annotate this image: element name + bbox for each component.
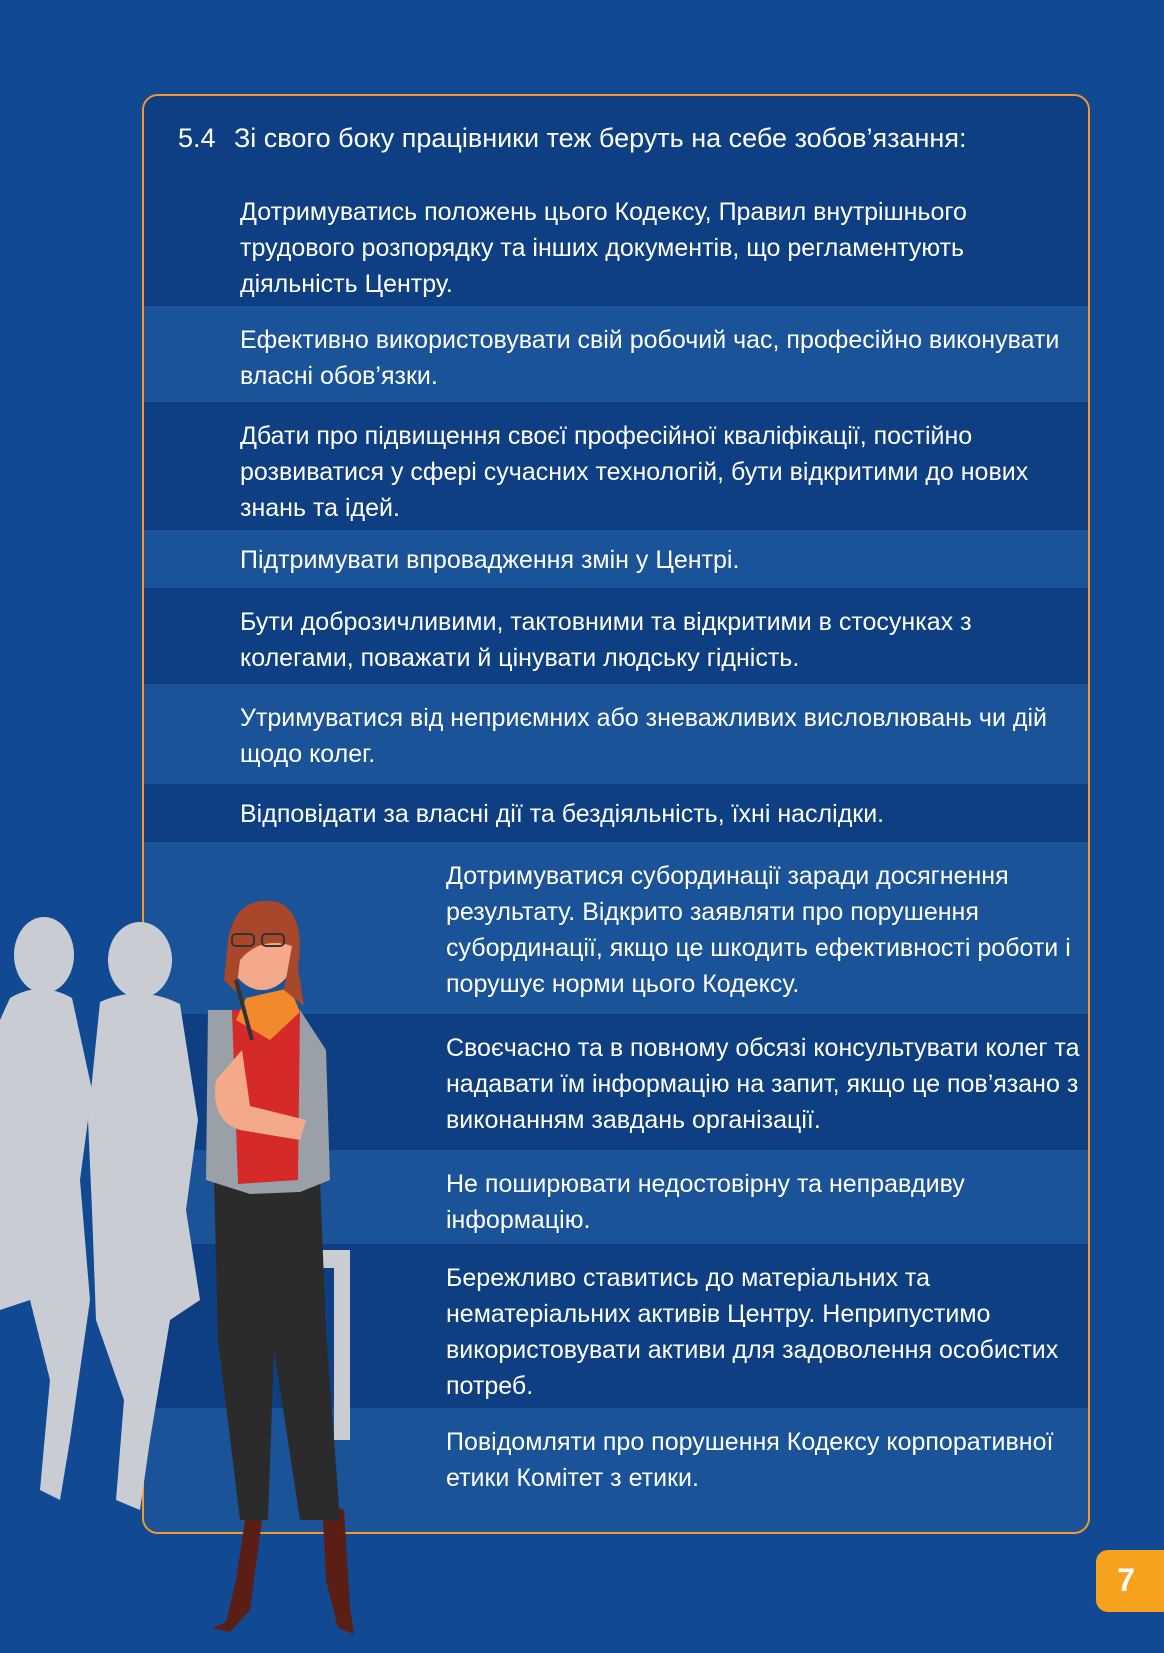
list-item-text: Бережливо ставитись до матеріальних та нематеріальних активів Центру. Неприпустимо використовувати активи для задоволення особистих потреб. [446,1264,1059,1400]
list-item-text: Ефективно використовувати свій робочий час, професійно виконувати власні обов’язки. [240,326,1060,390]
list-item [144,178,1088,306]
list-item [144,784,1088,842]
section-header [144,96,1088,178]
list-item [144,588,1088,684]
list-item-text: Своєчасно та в повному обсязі консультувати колег та надавати їм інформацію на запит, якщо це пов’язано з виконанням завдань організації. [446,1034,1080,1134]
section-number: 5.4 [178,123,216,153]
list-item [144,402,1088,530]
section-title: Зі свого боку працівники теж беруть на себе зобов’язання: [234,123,967,153]
list-item-text: Дотримуватися субординації заради досягнення результату. Відкрито заявляти про порушення субординації, якщо це шкодить ефективності роботи і порушує норми цього Кодексу. [446,862,1071,998]
list-item-text: Повідомляти про порушення Кодексу корпоративної етики Комітет з етики. [446,1428,1054,1492]
list-item-text: Підтримувати впровадження змін у Центрі. [240,546,740,574]
list-item-text: Не поширювати недостовірну та неправдиву інформацію. [446,1170,965,1234]
list-item [144,306,1088,402]
page-number: 7 [1117,1562,1135,1598]
people-illustration [0,880,400,1653]
list-item-text: Утримуватися від неприємних або зневажливих висловлювань чи дій щодо колег. [240,704,1047,768]
list-item-text: Дотримуватись положень цього Кодексу, Правил внутрішнього трудового розпорядку та інших документів, що регламентують діяльність Центру. [240,198,967,298]
list-item [144,684,1088,784]
list-item-text: Бути доброзичливими, тактовними та відкритими в стосунках з колегами, поважати й цінувати людську гідність. [240,608,972,672]
list-item-text: Дбати про підвищення своєї професійної кваліфікації, постійно розвиватися у сфері сучасних технологій, бути відкритими до нових знань та ідей. [240,422,1029,522]
page-number-badge [1096,1550,1164,1612]
list-item-text: Відповідати за власні дії та бездіяльність, їхні наслідки. [240,800,885,828]
list-item [144,530,1088,588]
